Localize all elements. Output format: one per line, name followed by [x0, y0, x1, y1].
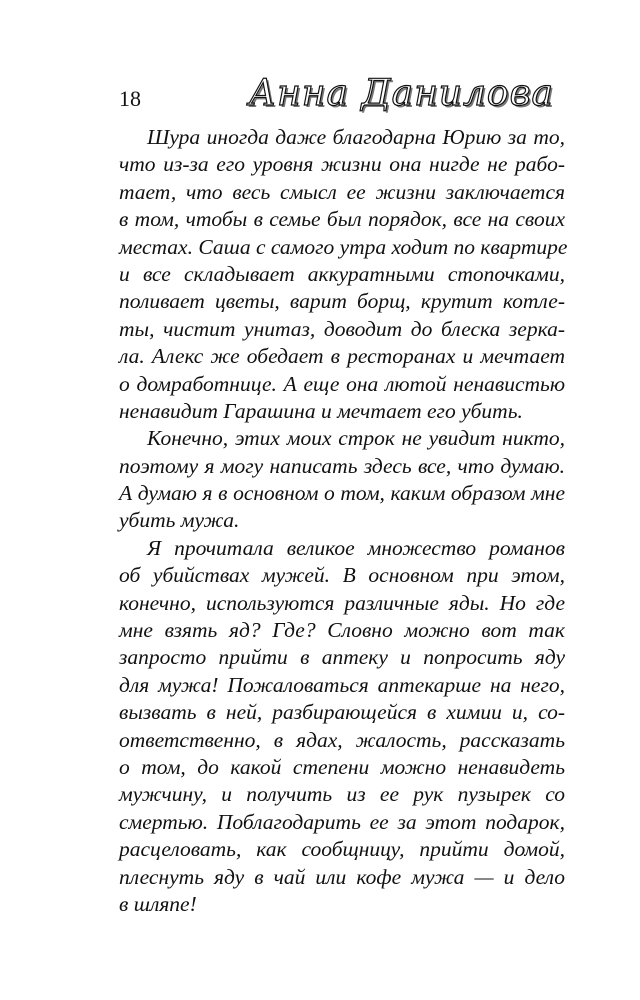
page-number: 18	[119, 86, 141, 111]
text-line: и все складывает аккуратными стопочками,	[119, 261, 565, 286]
text-line: А думаю я в основном о том, каким образом мне	[119, 481, 565, 506]
text-line: вызвать в ней, разбирающейся в химии и, со-	[119, 700, 565, 725]
text-line: конечно, используются различные яды. Но где	[119, 590, 565, 615]
text-line: Шура иногда даже благодарна Юрию за то,	[147, 125, 565, 149]
text-line: мне взять яд? Где? Словно можно вот так	[119, 618, 565, 643]
text-line: поливает цветы, варит борщ, крутит котле-	[119, 289, 565, 314]
text-line: что из-за его уровня жизни она нигде не рабо-	[119, 152, 565, 177]
text-line: плеснуть яду в чай или кофе мужа — и дело	[119, 864, 565, 889]
text-line: убить мужа.	[119, 508, 240, 533]
text-line: для мужа! Пожаловаться аптекарше на него,	[119, 672, 565, 697]
text-line: мужчину, и получить из ее рук пузырек со	[119, 782, 565, 807]
text-line: ла. Алекс же обедает в ресторанах и мечтает	[119, 344, 565, 369]
text-line: в том, чтобы в семье был порядок, все на своих	[119, 207, 565, 232]
text-line: Я прочитала великое множество романов	[147, 535, 565, 560]
text-line: в шляпе!	[119, 891, 197, 916]
text-line: запросто прийти в аптеку и попросить яду	[119, 645, 565, 670]
text-line: ответственно, в ядах, жалость, рассказать	[119, 727, 565, 752]
text-line: смертью. Поблагодарить ее за этот подарок,	[119, 809, 565, 834]
running-head-author: Анна Данилова	[248, 73, 554, 114]
text-line: ты, чистит унитаз, доводит до блеска зерка-	[119, 316, 565, 341]
text-line: об убийствах мужей. В основном при этом,	[119, 563, 565, 588]
text-line: ненавидит Гарашина и мечтает его убить.	[119, 398, 523, 423]
text-line: местах. Саша с самого утра ходит по квартире	[119, 234, 568, 259]
text-line: расцеловать, как сообщницу, прийти домой,	[119, 837, 565, 862]
text-line: тает, что весь смысл ее жизни заключается	[119, 179, 565, 204]
text-line: о том, до какой степени можно ненавидеть	[119, 754, 565, 779]
text-line: поэтому я могу написать здесь все, что думаю.	[119, 453, 565, 478]
text-line: Конечно, этих моих строк не увидит никто,	[147, 426, 565, 451]
body-text	[119, 124, 568, 918]
text-line: о домработнице. А еще она лютой ненавистью	[119, 371, 565, 396]
